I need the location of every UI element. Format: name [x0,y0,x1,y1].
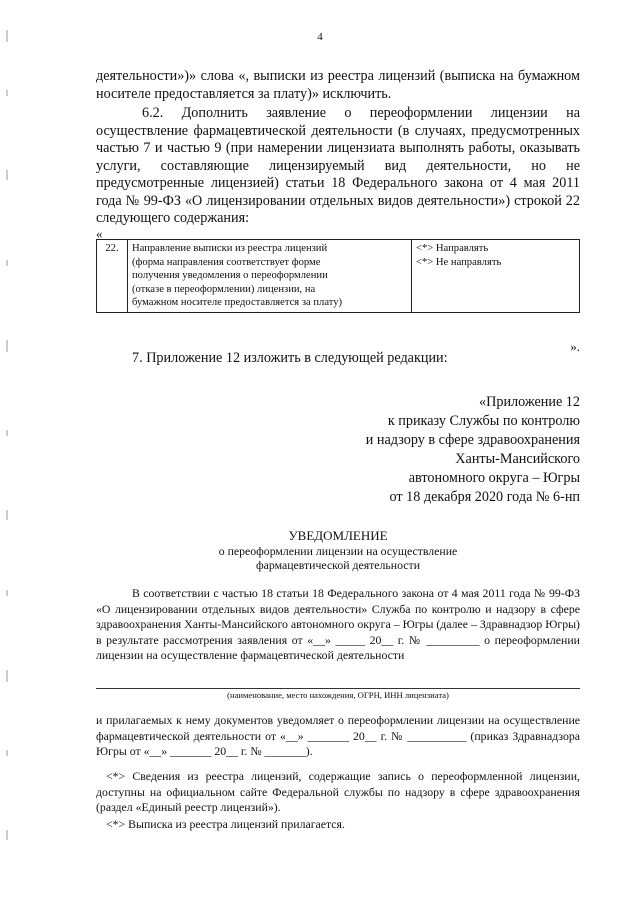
option-send: <*> Направлять [416,243,489,254]
notice-subtitle-2: фармацевтической деятельности [255,558,421,572]
notice-body-2: и прилагаемых к нему документов уведомляет о переоформлении лицензии на осуществление фармацевтической деятельности от «__» _______ 20__ г. № __________ (приказ Здравнадзора Югры от «__» _______ 20__ г. № _______). [96,713,580,759]
appendix-line: автономного округа – Югры [408,470,580,486]
table-row [97,240,580,313]
description-line: (отказе в переоформлении) лицензии, на [132,283,316,295]
notice-body-1: В соответствии с частью 18 статьи 18 Федерального закона от 4 мая 2011 года № 99-ФЗ «О лицензировании отдельных видов деятельности» Служба по контролю и надзору в сфере здравоохранения Ханты-Мансийского автономного округа – Югры (далее – Здравнадзор Югры) в результате рассмотрения заявления от «__» _____ 20__ г. № _________ о переоформлении лицензии на осуществление фармацевтической деятельности [96,586,580,663]
footnote-2: <*> Выписка из реестра лицензий прилагается. [106,817,345,831]
notice-title: УВЕДОМЛЕНИЕ [288,528,388,543]
appendix-line: Ханты-Мансийского [455,451,580,467]
appendix-header [300,393,580,507]
page-number: 4 [317,31,323,43]
row-number: 22. [97,240,128,313]
description-line: Направление выписки из реестра лицензий [132,243,328,254]
appendix-line: «Приложение 12 [479,394,580,410]
close-quote: ». [570,339,580,354]
description-line: (форма направления соответствует форме [132,256,321,268]
appendix-line: от 18 декабря 2020 года № 6-нп [389,489,580,505]
description-line: бумажном носителе предоставляется за плату) [132,297,343,309]
paragraph-6-2: 6.2. Дополнить заявление о переоформлении лицензии на осуществление фармацевтической деятельности (в случаях, предусмотренных частью 7 и частью 9 (при намерении лицензиата выполнять работы, оказывать услуги, составляющие лицензируемый вид деятельности, но не предусмотренные лицензией) статьи 18 Федерального закона от 4 мая 2011 года № 99-ФЗ «О лицензировании отдельных видов деятельности») строкой 22 следующего содержания: [96,105,580,226]
open-quote: « [96,226,103,241]
option-not-send: <*> Не направлять [416,256,502,268]
scan-margin-marks [4,30,10,890]
insert-table [96,239,580,313]
row-options [412,240,580,313]
fill-in-caption: (наименование, место нахождения, ОГРН, ИНН лицензиата) [227,690,449,700]
paragraph-continuation: деятельности»)» слова «, выписки из реестра лицензий (выписка на бумажном носителе предоставляется за плату)» исключить. [96,68,580,102]
appendix-line: к приказу Службы по контролю [387,413,580,429]
appendix-line: и надзору в сфере здравоохранения [365,432,580,448]
footnote-1: <*> Сведения из реестра лицензий, содержащие запись о переоформленной лицензии, доступны на официальном сайте Федеральной службы по надзору в сфере здравоохранения (раздел «Единый реестр лицензий»). [96,769,580,815]
row-description [128,240,412,313]
item-7: 7. Приложение 12 изложить в следующей редакции: [132,350,448,366]
fill-in-line [96,688,580,689]
description-line: получения уведомления о переоформлении [132,270,328,282]
notice-subtitle-1: о переоформлении лицензии на осуществление [218,544,458,558]
